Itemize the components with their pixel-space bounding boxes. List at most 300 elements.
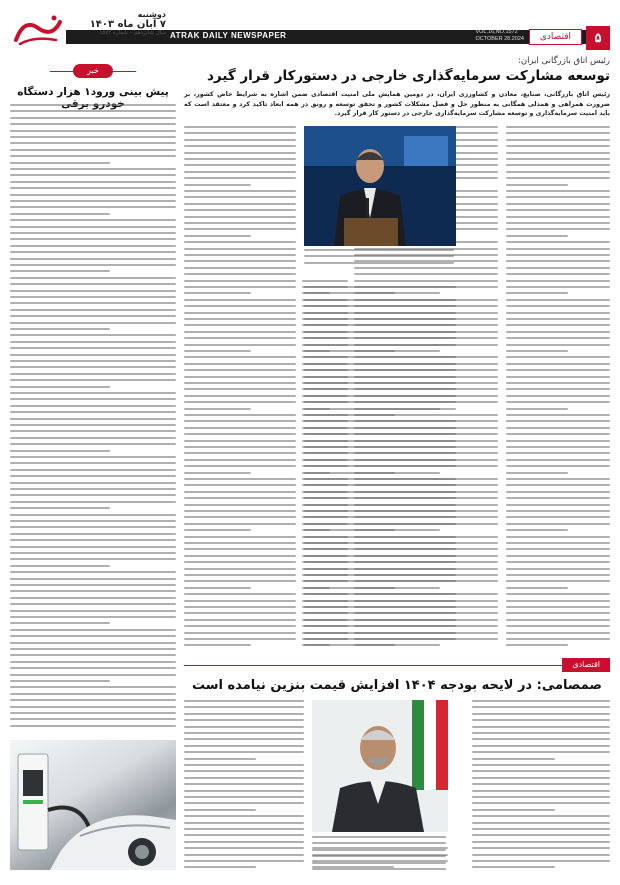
text-line: [184, 376, 296, 378]
text-line: [304, 452, 456, 454]
text-line: [10, 277, 176, 279]
text-line: [506, 465, 610, 467]
text-line: [10, 546, 176, 548]
text-line: [304, 548, 456, 550]
text-line: [10, 328, 110, 330]
text-line: [506, 459, 610, 461]
text-line: [10, 501, 176, 503]
text-line: [506, 523, 610, 525]
text-line: [10, 706, 176, 708]
text-line: [506, 632, 610, 634]
text-line: [10, 654, 176, 656]
text-line: [304, 318, 456, 320]
text-line: [184, 363, 296, 365]
text-line: [10, 142, 176, 144]
text-line: [506, 619, 610, 621]
text-line: [10, 552, 176, 554]
text-line: [184, 790, 304, 792]
text-line: [10, 661, 176, 663]
text-line: [506, 177, 610, 179]
text-line: [184, 542, 296, 544]
text-line: [506, 542, 610, 544]
text-line: [506, 491, 610, 493]
text-line: [184, 478, 296, 480]
text-line: [184, 770, 304, 772]
text-line: [10, 283, 176, 285]
text-line: [10, 571, 176, 573]
text-line: [506, 260, 610, 262]
text-line: [10, 104, 176, 106]
text-line: [506, 446, 610, 448]
text-line: [184, 248, 296, 250]
text-line: [184, 625, 296, 627]
text-line: [506, 132, 610, 134]
text-line: [10, 174, 176, 176]
text-line: [506, 145, 610, 147]
issue-date: ۷ آبان ماه ۱۴۰۳: [89, 19, 166, 30]
story-lead: رئیس اتاق بازرگانی، صنایع، معادن و کشاورزی ایران، در دومین همایش ملی امنیت اقتصادی ضمن اشاره به شرایط خاص کشور، بر ضرورت همراهی و همدلی همگانی به منظور حل و فصل مشکلات کشور و تحقق توسعه و رونق در همه ابعاد تاکید کرد و معتقد است که باید امنیت سرمایه‌گذاری و توسعه مشارکت سرمایه‌گذاری خارجی در دستور کار قرار گیرد.: [184, 91, 610, 117]
text-line: [184, 203, 296, 205]
portrait-photo: [312, 700, 448, 832]
text-line: [304, 401, 456, 403]
volume-line: VOL.16,NO.1572: [475, 29, 518, 35]
text-line: [506, 376, 610, 378]
text-line: [506, 427, 610, 429]
text-line: [10, 469, 176, 471]
text-line: [184, 777, 304, 779]
text-line: [10, 725, 176, 727]
text-line: [10, 232, 176, 234]
text-line: [184, 344, 296, 346]
text-line: [506, 440, 610, 442]
text-line: [184, 809, 256, 811]
text-line: [304, 472, 395, 474]
text-line: [506, 152, 610, 154]
text-line: [506, 433, 610, 435]
text-line: [10, 251, 176, 253]
text-line: [472, 822, 610, 824]
text-line: [184, 408, 251, 410]
story-headline: توسعه مشارکت سرمایه‌گذاری خارجی در دستورکار قرار گیرد: [207, 68, 610, 84]
text-line: [304, 529, 395, 531]
text-line: [304, 433, 456, 435]
text-line: [184, 158, 296, 160]
text-line: [10, 712, 176, 714]
text-line: [184, 331, 296, 333]
text-line: [304, 542, 456, 544]
text-line: [184, 713, 304, 715]
text-line: [184, 638, 296, 640]
sidebar-news: [10, 56, 176, 874]
text-line: [312, 868, 446, 870]
text-line: [184, 440, 296, 442]
text-line: [10, 194, 176, 196]
text-line: [304, 632, 456, 634]
text-line: [506, 395, 610, 397]
text-line: [304, 395, 456, 397]
text-line: [10, 290, 176, 292]
text-line: [472, 751, 610, 753]
text-line: [312, 836, 446, 838]
text-line: [304, 356, 456, 358]
text-line: [506, 171, 610, 173]
text-line: [304, 593, 456, 595]
text-line: [304, 388, 456, 390]
text-line: [184, 446, 296, 448]
text-line: [10, 168, 176, 170]
text-line: [506, 196, 610, 198]
text-line: [184, 847, 304, 849]
text-line: [10, 213, 110, 215]
text-line: [10, 718, 176, 720]
text-line: [10, 533, 176, 535]
text-line: [10, 296, 176, 298]
text-line: [10, 699, 176, 701]
text-line: [184, 427, 296, 429]
text-line: [10, 398, 176, 400]
text-line: [184, 388, 296, 390]
text-line: [506, 612, 610, 614]
text-line: [184, 860, 304, 862]
text-line: [10, 526, 176, 528]
text-line: [10, 507, 110, 509]
text-line: [506, 484, 610, 486]
text-line: [10, 437, 176, 439]
text-line: [304, 305, 456, 307]
text-line: [304, 561, 456, 563]
text-line: [506, 638, 610, 640]
text-line: [304, 440, 456, 442]
text-line: [10, 539, 176, 541]
text-line: [506, 216, 610, 218]
text-line: [506, 606, 610, 608]
text-line: [184, 132, 296, 134]
text-line: [184, 529, 251, 531]
text-line: [184, 369, 296, 371]
text-line: [10, 475, 176, 477]
text-line: [10, 258, 176, 260]
text-line: [472, 732, 610, 734]
text-line: [506, 497, 610, 499]
text-line: [10, 360, 176, 362]
text-line: [184, 580, 296, 582]
text-line: [472, 841, 610, 843]
text-line: [10, 680, 110, 682]
text-line: [10, 456, 176, 458]
text-line: [304, 376, 456, 378]
text-line: [506, 350, 568, 352]
text-line: [506, 248, 610, 250]
text-line: [184, 516, 296, 518]
text-line: [184, 523, 296, 525]
text-line: [184, 171, 296, 173]
text-line: [304, 644, 395, 646]
text-line: [506, 472, 568, 474]
text-line: [304, 580, 456, 582]
volume-info: [475, 29, 524, 43]
text-line: [10, 245, 176, 247]
story-kicker: رئیس اتاق بازرگانی ایران:: [517, 56, 610, 66]
text-line: [184, 555, 296, 557]
text-line: [184, 822, 304, 824]
text-line: [506, 555, 610, 557]
text-line: [472, 713, 610, 715]
text-line: [184, 866, 256, 868]
text-line: [472, 700, 610, 702]
text-line: [304, 504, 456, 506]
text-line: [184, 190, 296, 192]
text-line: [312, 862, 446, 864]
text-line: [472, 770, 610, 772]
text-line: [304, 568, 456, 570]
text-line: [304, 484, 456, 486]
text-line: [506, 228, 610, 230]
text-line: [506, 478, 610, 480]
text-line: [10, 110, 176, 112]
text-line: [184, 632, 296, 634]
text-line: [506, 356, 610, 358]
text-line: [472, 809, 555, 811]
text-line: [10, 578, 176, 580]
issue-date-en: OCTOBER 28.2024: [475, 36, 524, 42]
text-line: [184, 606, 296, 608]
text-line: [184, 196, 296, 198]
text-line: [472, 847, 610, 849]
text-line: [10, 117, 176, 119]
text-line: [506, 222, 610, 224]
sidebar-body-text: [10, 104, 176, 732]
text-line: [304, 491, 456, 493]
text-line: [184, 312, 296, 314]
text-line: [304, 331, 456, 333]
text-line: [184, 726, 304, 728]
text-line: [506, 312, 610, 314]
text-line: [10, 162, 110, 164]
text-line: [304, 619, 456, 621]
text-line: [10, 674, 176, 676]
text-line: [184, 273, 296, 275]
text-line: [10, 219, 176, 221]
text-line: [506, 280, 610, 282]
text-line: [184, 700, 304, 702]
text-line: [10, 386, 110, 388]
text-line: [184, 719, 304, 721]
text-line: [506, 644, 568, 646]
text-line: [184, 286, 296, 288]
text-line: [10, 558, 176, 560]
text-line: [10, 443, 176, 445]
text-line: [506, 516, 610, 518]
text-line: [184, 209, 296, 211]
text-line: [184, 796, 304, 798]
text-line: [184, 732, 304, 734]
text-line: [10, 482, 176, 484]
text-line: [184, 751, 304, 753]
text-line: [304, 337, 456, 339]
text-line: [472, 828, 610, 830]
text-line: [10, 206, 176, 208]
text-line: [354, 280, 498, 282]
text-line: [304, 638, 456, 640]
text-line: [184, 841, 304, 843]
text-line: [506, 420, 610, 422]
text-line: [472, 783, 610, 785]
text-line: [10, 322, 176, 324]
text-line: [10, 341, 176, 343]
text-line: [10, 181, 176, 183]
text-line: [184, 854, 304, 856]
text-line: [184, 587, 251, 589]
text-line: [506, 292, 568, 294]
text-line: [304, 369, 456, 371]
second-section-label: اقتصادی: [184, 658, 610, 672]
text-line: [184, 459, 296, 461]
text-line: [304, 465, 456, 467]
text-line: [10, 136, 176, 138]
text-line: [304, 459, 456, 461]
text-line: [10, 590, 176, 592]
text-line: [506, 286, 610, 288]
text-line: [304, 600, 456, 602]
text-line: [506, 299, 610, 301]
text-line: [10, 270, 110, 272]
text-line: [184, 834, 304, 836]
text-line: [304, 408, 456, 410]
text-line: [10, 130, 176, 132]
text-line: [304, 363, 456, 365]
text-line: [506, 548, 610, 550]
text-line: [10, 667, 176, 669]
text-line: [10, 200, 176, 202]
weekday: دوشنبه: [137, 10, 166, 19]
text-line: [354, 267, 498, 269]
text-line: [506, 209, 610, 211]
text-line: [472, 745, 610, 747]
text-line: [184, 574, 296, 576]
text-line: [304, 427, 456, 429]
text-line: [10, 462, 176, 464]
text-line: [10, 488, 176, 490]
date-block: [70, 10, 166, 36]
text-line: [506, 529, 568, 531]
text-line: [184, 184, 251, 186]
text-line: [506, 324, 610, 326]
text-line: [10, 309, 176, 311]
text-line: [184, 177, 296, 179]
text-line: [304, 249, 454, 251]
text-line: [184, 139, 296, 141]
text-line: [10, 187, 176, 189]
text-line: [304, 612, 456, 614]
text-line: [312, 849, 446, 851]
text-line: [10, 392, 176, 394]
text-line: [506, 587, 568, 589]
text-line: [10, 354, 176, 356]
text-line: [506, 337, 610, 339]
text-line: [506, 580, 610, 582]
text-line: [472, 860, 610, 862]
text-line: [184, 350, 251, 352]
text-line: [506, 190, 610, 192]
text-line: [10, 629, 176, 631]
text-line: [472, 738, 610, 740]
text-line: [506, 318, 610, 320]
text-line: [304, 324, 456, 326]
text-line: [184, 152, 296, 154]
text-line: [184, 745, 304, 747]
text-line: [472, 854, 610, 856]
text-line: [184, 491, 296, 493]
text-line: [472, 866, 555, 868]
text-line: [472, 764, 610, 766]
text-line: [10, 347, 176, 349]
text-line: [184, 612, 296, 614]
text-line: [184, 216, 296, 218]
text-line: [184, 452, 296, 454]
text-line: [304, 574, 456, 576]
text-line: [184, 600, 296, 602]
text-line: [10, 238, 176, 240]
text-line: [506, 452, 610, 454]
text-line: [506, 331, 610, 333]
text-line: [10, 430, 176, 432]
text-line: [184, 472, 251, 474]
speaker-photo: [304, 126, 456, 246]
text-line: [10, 405, 176, 407]
text-line: [506, 561, 610, 563]
text-line: [184, 228, 296, 230]
text-line: [506, 184, 568, 186]
text-line: [506, 267, 610, 269]
text-line: [10, 584, 176, 586]
text-line: [184, 292, 251, 294]
text-line: [184, 318, 296, 320]
text-line: [304, 414, 395, 416]
text-line: [10, 424, 176, 426]
text-line: [506, 344, 610, 346]
text-line: [184, 593, 296, 595]
text-line: [312, 855, 446, 857]
text-line: [506, 600, 610, 602]
text-line: [184, 305, 296, 307]
text-line: [10, 411, 176, 413]
text-line: [184, 484, 296, 486]
text-line: [304, 286, 456, 288]
text-line: [10, 264, 176, 266]
text-line: [184, 644, 251, 646]
text-line: [506, 574, 610, 576]
text-line: [184, 395, 296, 397]
text-line: [472, 777, 610, 779]
text-line: [184, 561, 296, 563]
text-line: [506, 388, 610, 390]
text-line: [10, 686, 176, 688]
text-line: [184, 164, 296, 166]
text-line: [184, 420, 296, 422]
ev-charging-photo: [10, 740, 176, 870]
text-line: [184, 764, 304, 766]
text-line: [506, 139, 610, 141]
text-line: [472, 834, 610, 836]
text-line: [184, 414, 296, 416]
text-line: [184, 828, 304, 830]
text-line: [304, 344, 456, 346]
text-line: [184, 260, 296, 262]
text-line: [304, 625, 456, 627]
text-line: [10, 450, 110, 452]
text-line: [302, 280, 348, 282]
text-line: [304, 292, 395, 294]
